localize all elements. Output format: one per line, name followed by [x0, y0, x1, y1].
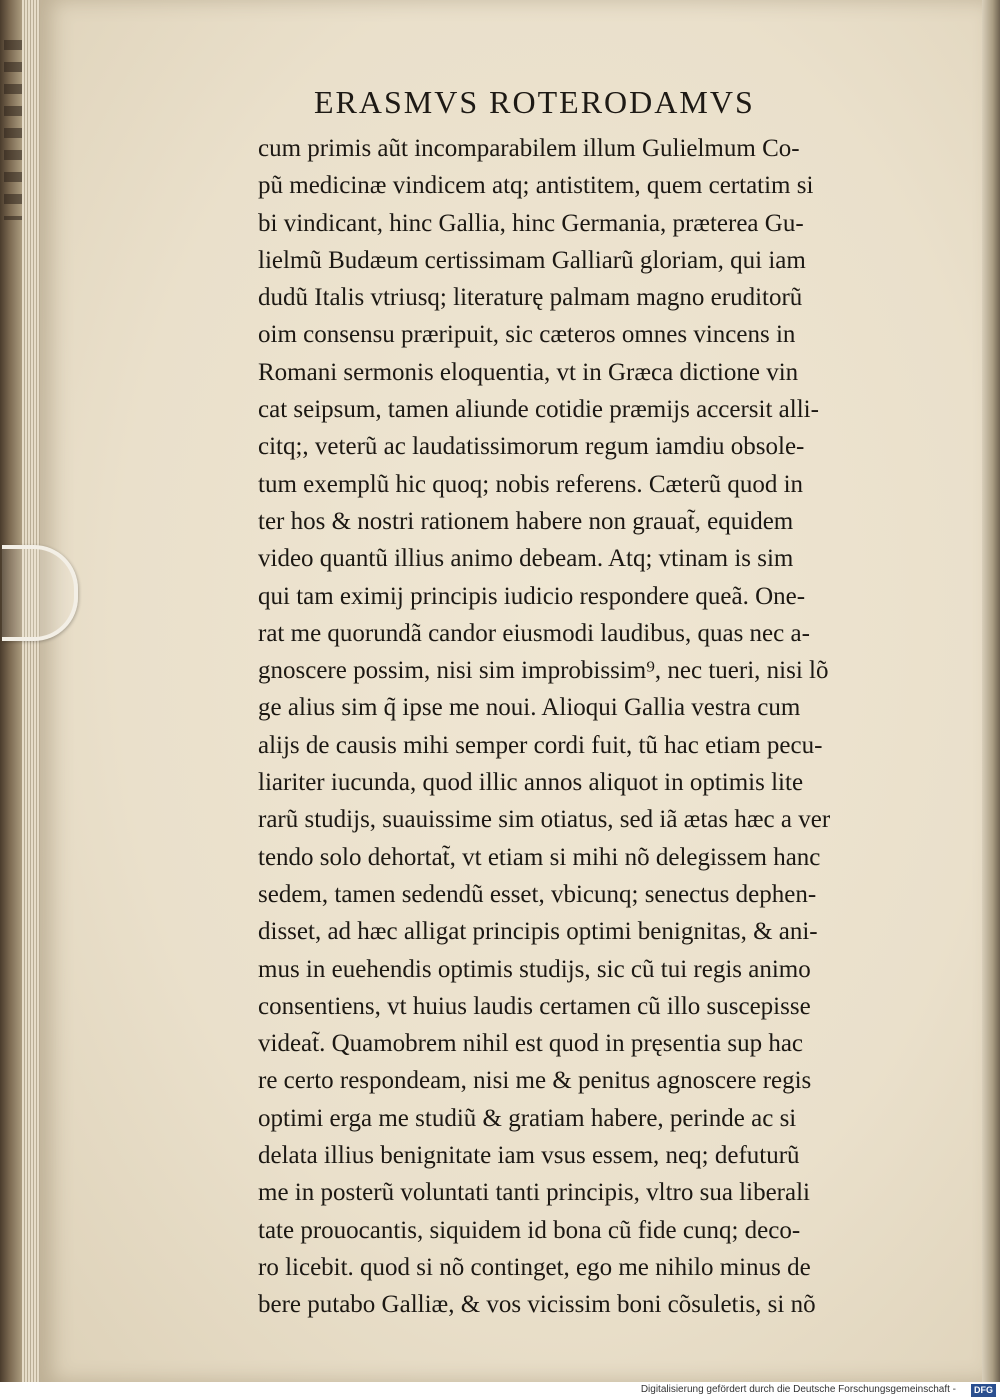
text-line: citq;, veterũ ac laudatissimorum regum iamdiu obsole- — [258, 433, 805, 461]
text-line: gnoscere possim, nisi sim improbissim⁹, nec tueri, nisi lõ — [258, 657, 829, 685]
text-line: videat̃. Quamobrem nihil est quod in pręsentia sup hac — [258, 1030, 804, 1058]
binding-ink-marks — [4, 40, 22, 220]
text-line: disset, ad hæc alligat principis optimi benignitas, & ani- — [258, 918, 818, 946]
text-line: ter hos & nostri rationem habere non grauat̃, equidem — [258, 507, 794, 535]
text-line: dudũ Italis vtriusq; literaturę palmam magno eruditorũ — [258, 284, 803, 312]
text-line: tate prouocantis, siquidem id bona cũ fide cunq; deco- — [258, 1216, 801, 1244]
text-line: ro licebit. quod si nõ continget, ego me nihilo minus de — [258, 1253, 811, 1281]
text-line: re certo respondeam, nisi me & penitus agnoscere regis — [258, 1067, 812, 1095]
text-line: tendo solo dehortat̃, vt etiam si mihi nõ delegissem hanc — [258, 843, 821, 871]
text-line: oim consensu præripuit, sic cæteros omnes vincens in — [258, 321, 796, 349]
text-line: bere putabo Galliæ, & vos vicissim boni cõsuletis, si nõ — [258, 1291, 816, 1319]
text-line: alijs de causis mihi semper cordi fuit, tũ hac etiam pecu- — [258, 731, 823, 759]
text-line: me in posterũ voluntati tanti principis, vltro sua liberali — [258, 1179, 810, 1207]
text-line: liariter iucunda, quod illic annos aliquot in optimis lite — [258, 769, 804, 797]
text-line: cum primis aũt incomparabilem illum Gulielmum Co- — [258, 135, 800, 162]
dfg-logo: DFG — [971, 1384, 996, 1397]
text-line: Romani sermonis eloquentia, vt in Græca dictione vin — [258, 358, 799, 386]
text-line: consentiens, vt huius laudis certamen cũ illo suscepisse — [258, 992, 811, 1020]
text-line: cat seipsum, tamen aliunde cotidie præmijs accersit alli- — [258, 396, 819, 424]
text-line: mus in euehendis optimis studijs, sic cũ tui regis animo — [258, 955, 811, 983]
text-line: lielmũ Budæum certissimam Galliarũ gloriam, qui iam — [258, 246, 806, 274]
text-line: qui tam eximij principis iudicio respondere queã. One- — [258, 582, 806, 610]
text-line: bi vindicant, hinc Gallia, hinc Germania, præterea Gu- — [258, 209, 804, 237]
running-header: ERASMVS ROTERODAMVS — [314, 84, 755, 120]
text-line: sedem, tamen sedendũ esset, vbicunq; senectus dephen- — [258, 880, 817, 908]
text-line: pũ medicinæ vindicem atq; antistitem, quem certatim si — [258, 172, 814, 200]
text-line: delata illius benignitate iam vsus essem, neq; defuturũ — [258, 1142, 800, 1170]
text-block — [258, 130, 918, 1324]
text-line: rarũ studijs, suauissime sim otiatus, sed iã ætas hæc a ver — [258, 806, 831, 834]
text-line: optimi erga me studiũ & gratiam habere, perinde ac si — [258, 1104, 797, 1132]
funding-credit: Digitalisierung gefördert durch die Deutsche Forschungsgemeinschaft - — [640, 1384, 956, 1395]
text-line: tum exemplũ hic quoq; nobis referens. Cæterũ quod in — [258, 470, 804, 498]
text-line: video quantũ illius animo debeam. Atq; vtinam is sim — [258, 545, 794, 573]
text-line: ge alius sim q̃ ipse me noui. Alioqui Gallia vestra cum — [258, 694, 801, 722]
text-line: rat me quorundã candor eiusmodi laudibus, quas nec a- — [258, 619, 810, 647]
page-right-edge — [982, 0, 1000, 1382]
